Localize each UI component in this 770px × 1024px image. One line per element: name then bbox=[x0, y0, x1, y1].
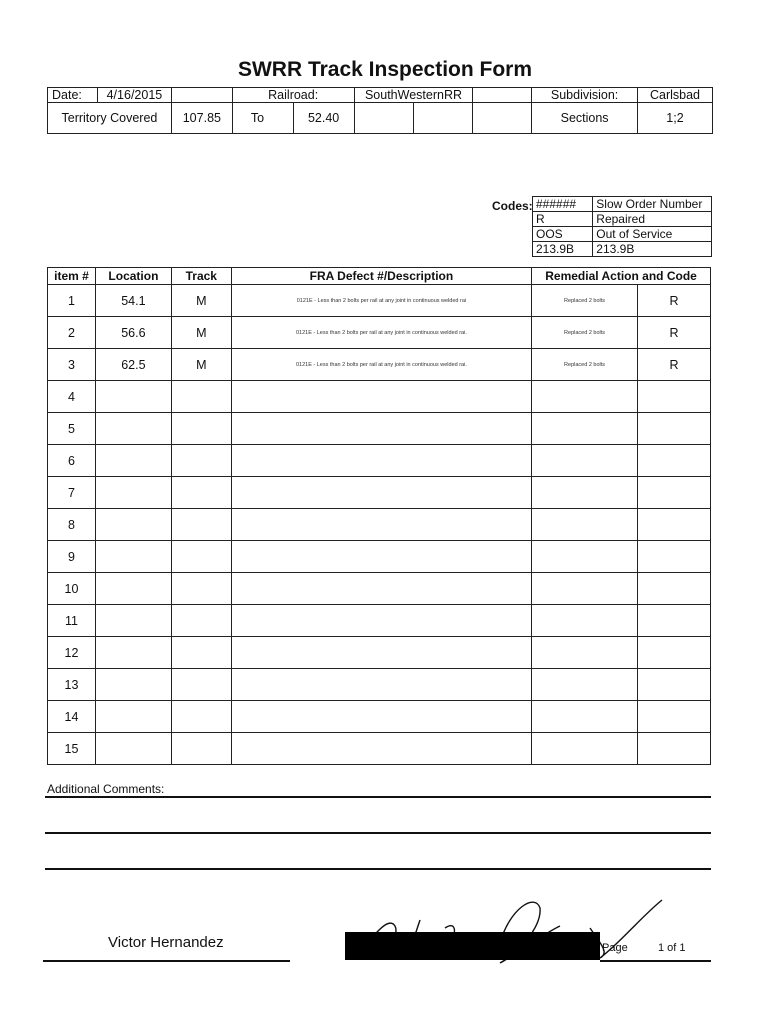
item-number: 7 bbox=[48, 477, 96, 509]
code-meaning: Out of Service bbox=[593, 227, 712, 242]
track-cell bbox=[171, 541, 231, 573]
table-row bbox=[48, 733, 711, 765]
code-row bbox=[533, 212, 712, 227]
location-cell bbox=[95, 413, 171, 445]
location-cell bbox=[95, 477, 171, 509]
remedial-action bbox=[532, 381, 638, 413]
code-value: 213.9B bbox=[533, 242, 593, 257]
sections-label: Sections bbox=[532, 103, 638, 134]
item-number: 10 bbox=[48, 573, 96, 605]
page-line bbox=[600, 960, 711, 962]
header-remedial: Remedial Action and Code bbox=[532, 268, 711, 285]
comments-label: Additional Comments: bbox=[47, 782, 165, 796]
table-row bbox=[48, 541, 711, 573]
code-meaning: 213.9B bbox=[593, 242, 712, 257]
form-title: SWRR Track Inspection Form bbox=[237, 58, 533, 81]
remedial-code bbox=[638, 605, 711, 637]
track-cell bbox=[171, 381, 231, 413]
item-number: 9 bbox=[48, 541, 96, 573]
code-meaning: Repaired bbox=[593, 212, 712, 227]
code-row bbox=[533, 242, 712, 257]
table-row bbox=[48, 317, 711, 349]
header-track: Track bbox=[171, 268, 231, 285]
defect-description bbox=[231, 605, 531, 637]
territory-label: Territory Covered bbox=[48, 103, 172, 134]
table-row bbox=[48, 413, 711, 445]
subdivision-value: Carlsbad bbox=[638, 88, 713, 103]
track-cell: M bbox=[171, 349, 231, 381]
table-row bbox=[48, 349, 711, 381]
item-number: 11 bbox=[48, 605, 96, 637]
defect-description bbox=[231, 733, 531, 765]
inspection-table bbox=[47, 267, 711, 765]
location-cell: 56.6 bbox=[95, 317, 171, 349]
item-number: 3 bbox=[48, 349, 96, 381]
subdivision-label: Subdivision: bbox=[532, 88, 638, 103]
table-row bbox=[48, 509, 711, 541]
track-cell: M bbox=[171, 285, 231, 317]
remedial-code bbox=[638, 509, 711, 541]
defect-description bbox=[231, 541, 531, 573]
codes-legend bbox=[532, 196, 712, 257]
remedial-code bbox=[638, 477, 711, 509]
location-cell bbox=[95, 701, 171, 733]
defect-description bbox=[231, 445, 531, 477]
location-cell: 62.5 bbox=[95, 349, 171, 381]
codes-label: Codes: bbox=[492, 199, 533, 213]
comment-line bbox=[45, 868, 711, 870]
signer-line bbox=[43, 960, 290, 962]
item-number: 8 bbox=[48, 509, 96, 541]
defect-description bbox=[231, 669, 531, 701]
item-number: 12 bbox=[48, 637, 96, 669]
location-cell bbox=[95, 637, 171, 669]
sections-value: 1;2 bbox=[638, 103, 713, 134]
table-row bbox=[48, 381, 711, 413]
remedial-code bbox=[638, 445, 711, 477]
remedial-action: Replaced 2 bolts bbox=[532, 317, 638, 349]
to-label: To bbox=[232, 103, 293, 134]
page-number: 1 of 1 bbox=[658, 942, 686, 954]
table-row bbox=[48, 573, 711, 605]
track-cell bbox=[171, 733, 231, 765]
territory-to: 52.40 bbox=[293, 103, 354, 134]
remedial-code bbox=[638, 701, 711, 733]
location-cell bbox=[95, 605, 171, 637]
track-cell bbox=[171, 669, 231, 701]
page-label: Page bbox=[602, 942, 628, 954]
redaction-bar bbox=[345, 932, 600, 960]
item-number: 1 bbox=[48, 285, 96, 317]
remedial-action bbox=[532, 541, 638, 573]
item-number: 13 bbox=[48, 669, 96, 701]
track-cell: M bbox=[171, 317, 231, 349]
table-row bbox=[48, 637, 711, 669]
date-label: Date: bbox=[48, 88, 98, 103]
item-number: 6 bbox=[48, 445, 96, 477]
defect-description: 0121E - Less than 2 bolts per rail at any joint in continuous welded rai bbox=[231, 285, 531, 317]
defect-description bbox=[231, 381, 531, 413]
table-row bbox=[48, 445, 711, 477]
defect-description bbox=[231, 477, 531, 509]
remedial-code: R bbox=[638, 349, 711, 381]
header-table bbox=[47, 87, 713, 134]
defect-description bbox=[231, 413, 531, 445]
comment-line bbox=[45, 832, 711, 834]
remedial-code bbox=[638, 637, 711, 669]
railroad-label: Railroad: bbox=[232, 88, 354, 103]
remedial-code bbox=[638, 381, 711, 413]
header-item: item # bbox=[48, 268, 96, 285]
item-number: 4 bbox=[48, 381, 96, 413]
comment-line bbox=[45, 796, 711, 798]
track-cell bbox=[171, 413, 231, 445]
location-cell bbox=[95, 541, 171, 573]
remedial-action bbox=[532, 733, 638, 765]
defect-description bbox=[231, 573, 531, 605]
track-cell bbox=[171, 509, 231, 541]
remedial-action bbox=[532, 477, 638, 509]
remedial-action: Replaced 2 bolts bbox=[532, 349, 638, 381]
defect-description: 0121E - Less than 2 bolts per rail at any joint in continuous welded rai. bbox=[231, 349, 531, 381]
item-number: 15 bbox=[48, 733, 96, 765]
defect-description bbox=[231, 637, 531, 669]
location-cell bbox=[95, 573, 171, 605]
table-row bbox=[48, 285, 711, 317]
code-row bbox=[533, 197, 712, 212]
track-cell bbox=[171, 605, 231, 637]
remedial-action bbox=[532, 669, 638, 701]
track-cell bbox=[171, 445, 231, 477]
header-defect: FRA Defect #/Description bbox=[231, 268, 531, 285]
item-number: 14 bbox=[48, 701, 96, 733]
location-cell bbox=[95, 733, 171, 765]
railroad-value: SouthWesternRR bbox=[354, 88, 473, 103]
remedial-action bbox=[532, 509, 638, 541]
remedial-action: Replaced 2 bolts bbox=[532, 285, 638, 317]
signer-name: Victor Hernandez bbox=[108, 934, 224, 951]
table-row bbox=[48, 605, 711, 637]
table-row bbox=[48, 477, 711, 509]
track-cell bbox=[171, 701, 231, 733]
table-row bbox=[48, 701, 711, 733]
territory-from: 107.85 bbox=[171, 103, 232, 134]
item-number: 5 bbox=[48, 413, 96, 445]
track-cell bbox=[171, 477, 231, 509]
defect-description: 0121E - Less than 2 bolts per rail at any joint in continuous welded rai. bbox=[231, 317, 531, 349]
defect-description bbox=[231, 509, 531, 541]
remedial-code: R bbox=[638, 317, 711, 349]
remedial-code bbox=[638, 573, 711, 605]
remedial-code bbox=[638, 541, 711, 573]
remedial-code bbox=[638, 669, 711, 701]
track-cell bbox=[171, 573, 231, 605]
location-cell bbox=[95, 445, 171, 477]
remedial-code bbox=[638, 733, 711, 765]
code-value: OOS bbox=[533, 227, 593, 242]
date-value: 4/16/2015 bbox=[97, 88, 171, 103]
header-location: Location bbox=[95, 268, 171, 285]
remedial-action bbox=[532, 605, 638, 637]
remedial-action bbox=[532, 701, 638, 733]
track-cell bbox=[171, 637, 231, 669]
item-number: 2 bbox=[48, 317, 96, 349]
remedial-code bbox=[638, 413, 711, 445]
location-cell bbox=[95, 669, 171, 701]
location-cell bbox=[95, 381, 171, 413]
location-cell: 54.1 bbox=[95, 285, 171, 317]
remedial-action bbox=[532, 445, 638, 477]
remedial-action bbox=[532, 413, 638, 445]
code-value: ###### bbox=[533, 197, 593, 212]
location-cell bbox=[95, 509, 171, 541]
remedial-action bbox=[532, 637, 638, 669]
remedial-code: R bbox=[638, 285, 711, 317]
table-row bbox=[48, 669, 711, 701]
remedial-action bbox=[532, 573, 638, 605]
code-row bbox=[533, 227, 712, 242]
code-meaning: Slow Order Number bbox=[593, 197, 712, 212]
table-header-row bbox=[48, 268, 711, 285]
code-value: R bbox=[533, 212, 593, 227]
defect-description bbox=[231, 701, 531, 733]
